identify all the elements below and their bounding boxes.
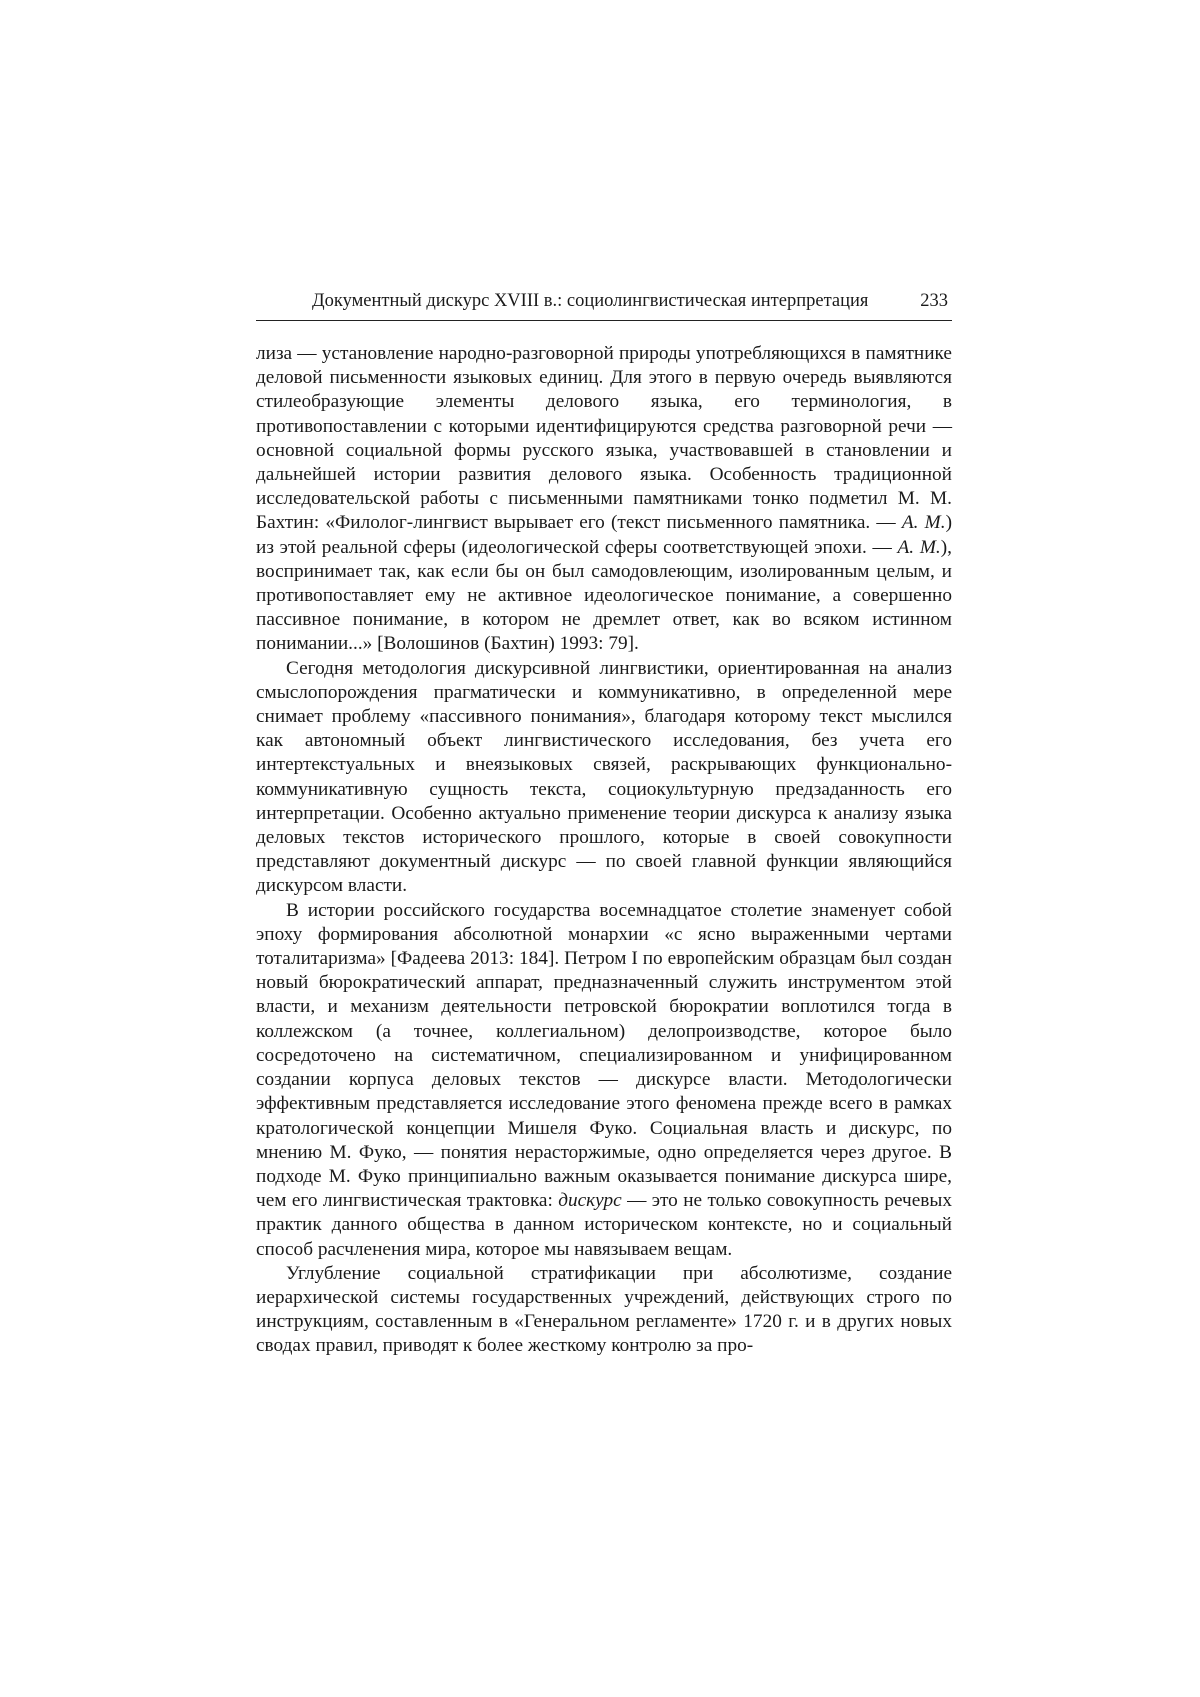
body-text [256,342,952,1359]
author-initials-1: А. М. [901,512,946,534]
running-title: Документный дискурс XVIII в.: социолингвистическая интерпретация [312,291,869,311]
paragraph-2: Сегодня методология дискурсивной лингвистики, ориентированная на анализ смыслопорождения прагматически и коммуникативно, в определенной мере снимает проблему «пассивного понимания», благодаря которому текст мыслился как автономный объект лингвистического исследования, без учета его интертекстуальных и внеязыковых связей, раскрывающих функционально-коммуникативную сущность текста, социокультурную предзаданность его интерпретации. Особенно актуально применение теории дискурса к анализу языка деловых текстов исторического прошлого, которые в своей совокупности представляют документный дискурс — по своей главной функции являющийся дискурсом власти. [256,657,952,897]
paragraph-1-text-a: лиза — установление народно-разговорной природы употребляющихся в памятнике деловой письменности языковых единиц. Для этого в первую очередь выявляются стилеобразующие элементы делового языка, его терминология, в противопоставлении с которыми идентифицируются средства разговорной речи — основной социальной формы русского языка, участвовавшей в становлении и дальнейшей истории развития делового языка. Особенность традиционной исследовательской работы с письменными памятниками тонко подметил М. М. Бахтин: «Филолог-лингвист вырывает его (текст письменного памятника. — [256,343,952,534]
author-initials-2: А. М. [897,536,941,558]
term-discourse: дискурс [558,1190,622,1212]
page-number: 233 [920,291,948,311]
paragraph-4: Углубление социальной стратификации при абсолютизме, создание иерархической системы государственных учреждений, действующих строго по инструкциям, составленным в «Генеральном регламенте» 1720 г. и в других новых сводах правил, приводят к более жесткому контролю за про- [256,1262,952,1357]
paragraph-3-text-b: — это не только совокупность речевых практик данного общества в данном историческом контексте, но и социальный способ расчленения мира, которое мы навязываем вещам. [256,1190,952,1260]
paragraph-1 [256,342,952,657]
paragraph-1-text-c: ), воспринимает так, как если бы он был самодовлеющим, изолированным целым, и противопоставляет ему не активное идеологическое понимание, а совершенно пассивное понимание, в котором не дремлет ответ, как во всяком истинном понимании...» [Волошинов (Бахтин) 1993: 79]. [256,536,952,655]
page-header [256,288,952,321]
paragraph-3 [256,899,952,1262]
paragraph-3-text-a: В истории российского государства восемнадцатое столетие знаменует собой эпоху формирования абсолютной монархии «с ясно выраженными чертами тоталитаризма» [Фадеева 2013: 184]. Петром I по европейским образцам был создан новый бюрократический аппарат, предназначенный служить инструментом этой власти, и механизм деятельности петровской бюрократии воплотился тогда в коллежском (а точнее, коллегиальном) делопроизводстве, которое было сосредоточено на систематичном, специализированном и унифицированном создании корпуса деловых текстов — дискурсе власти. Методологически эффективным представляется исследование этого феномена прежде всего в рамках кратологической концепции Мишеля Фуко. Социальная власть и дискурс, по мнению М. Фуко, — понятия нерасторжимые, одно определяется через другое. В подходе М. Фуко принципиально важным оказывается понимание дискурса шире, чем его лингвистическая трактовка: [256,899,952,1212]
paragraph-1-text-b: ) из этой реальной сферы (идеологической сферы соответствующей эпохи. — [256,512,952,558]
